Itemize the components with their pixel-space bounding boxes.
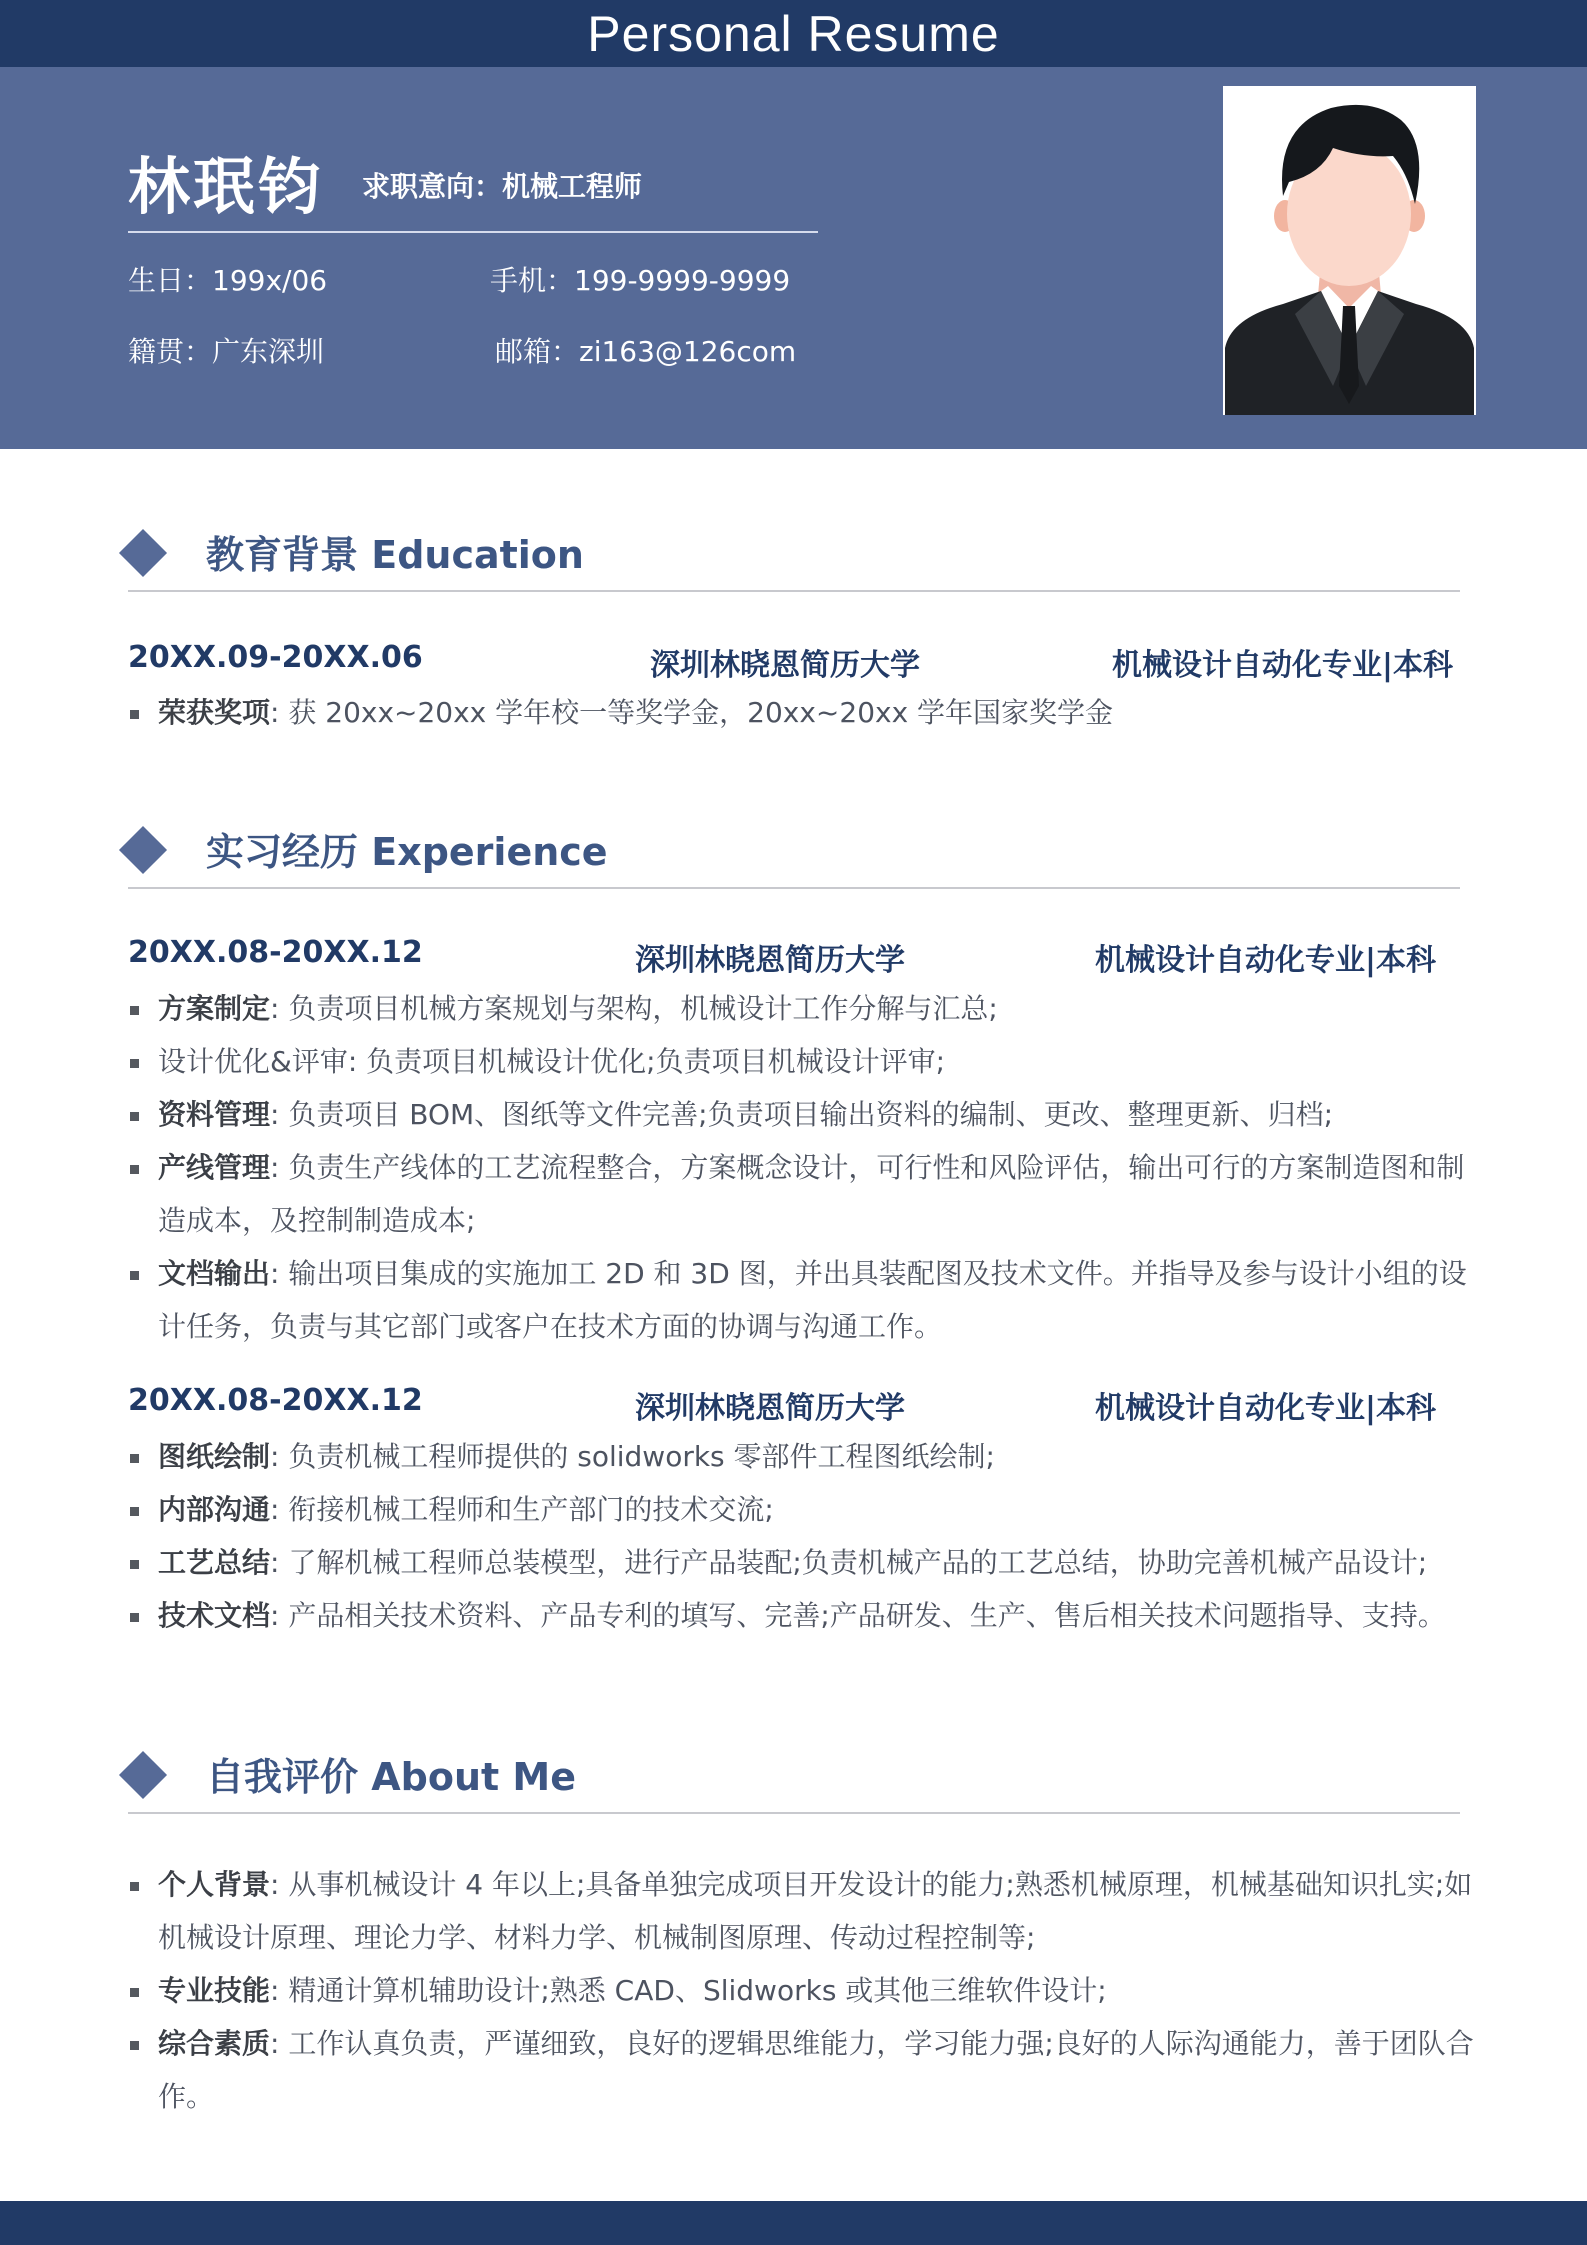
header-divider: [128, 231, 818, 233]
item-text: : 了解机械工程师总装模型，进行产品装配;负责机械产品的工艺总结，协助完善机械产品设计;: [270, 1546, 1428, 1579]
job-duty-list: [128, 982, 1478, 1353]
page-title: Personal Resume: [587, 5, 1000, 62]
about-section-header: [0, 1740, 1587, 1820]
item-key: 产线管理: [158, 1151, 271, 1184]
list-item: [128, 1088, 1478, 1141]
job-intent: 求职意向：机械工程师: [362, 170, 643, 203]
list-item: [128, 1964, 1478, 2017]
about-title: 自我评价 About Me: [206, 1755, 576, 1799]
item-text: : 产品相关技术资料、产品专利的填写、完善;产品研发、生产、售后相关技术问题指导、支持。: [270, 1599, 1446, 1632]
job-date: 20XX.08-20XX.12: [128, 935, 423, 970]
section-divider: [128, 887, 1460, 889]
list-item: [128, 1430, 1478, 1483]
education-section-header: [0, 518, 1587, 598]
item-text: : 衔接机械工程师和生产部门的技术交流;: [270, 1493, 774, 1526]
item-key: 资料管理: [158, 1098, 271, 1131]
item-text: : 负责机械工程师提供的 solidworks 零部件工程图纸绘制;: [270, 1440, 995, 1473]
list-item: [128, 2017, 1478, 2123]
job-duty-list: [128, 1430, 1478, 1642]
list-item: [128, 1858, 1478, 1964]
job-major: 机械设计自动化专业|本科: [1095, 1391, 1436, 1426]
item-key: 方案制定: [158, 992, 271, 1025]
item-key: 技术文档: [158, 1599, 271, 1632]
item-key: 内部沟通: [158, 1493, 271, 1526]
list-item: [128, 1035, 1478, 1088]
list-item: [128, 982, 1478, 1035]
item-text: : 工作认真负责，严谨细致，良好的逻辑思维能力，学习能力强;良好的人际沟通能力，善于团队合作。: [158, 2027, 1474, 2113]
job-entry: [128, 935, 1458, 978]
birthday-info: 生日：199x/06: [128, 264, 328, 297]
list-item: [128, 1141, 1478, 1247]
item-key: 工艺总结: [158, 1546, 271, 1579]
job-entry: [128, 1383, 1458, 1426]
list-item: [128, 1536, 1478, 1589]
item-key: 专业技能: [158, 1974, 271, 2007]
job-company: 深圳林晓恩简历大学: [635, 943, 905, 978]
list-item: [128, 686, 1478, 739]
item-text: : 输出项目集成的实施加工 2D 和 3D 图，并出具装配图及技术文件。并指导及参与设计小组的设计任务，负责与其它部门或客户在技术方面的协调与沟通工作。: [158, 1257, 1467, 1343]
job-major: 机械设计自动化专业|本科: [1095, 943, 1436, 978]
top-banner: [0, 0, 1587, 67]
email-info: 邮箱：zi163@126com: [495, 335, 797, 368]
hometown-info: 籍贯：广东深圳: [128, 335, 325, 368]
education-entry: [128, 640, 1458, 683]
item-text: : 负责项目 BOM、图纸等文件完善;负责项目输出资料的编制、更改、整理更新、归档;: [270, 1098, 1334, 1131]
candidate-name: 林珉钧: [128, 150, 324, 223]
item-key: 荣获奖项: [158, 696, 271, 729]
bottom-banner: [0, 2201, 1587, 2245]
item-text: : 负责生产线体的工艺流程整合，方案概念设计，可行性和风险评估，输出可行的方案制造图和制造成本，及控制制造成本;: [158, 1151, 1465, 1237]
about-list: [128, 1858, 1478, 2123]
diamond-icon: [119, 826, 167, 874]
diamond-icon: [119, 1751, 167, 1799]
education-list: [128, 686, 1478, 739]
education-title: 教育背景 Education: [206, 533, 584, 577]
education-date: 20XX.09-20XX.06: [128, 640, 423, 675]
item-text: 设计优化&评审: 负责项目机械设计优化;负责项目机械设计评审;: [158, 1045, 946, 1078]
experience-section-header: [0, 815, 1587, 895]
item-key: 综合素质: [158, 2027, 271, 2060]
item-text: : 从事机械设计 4 年以上;具备单独完成项目开发设计的能力;熟悉机械原理，机械基础知识扎实;如机械设计原理、理论力学、材料力学、机械制图原理、传动过程控制等;: [158, 1868, 1473, 1954]
item-text: : 获 20xx~20xx 学年校一等奖学金，20xx~20xx 学年国家奖学金: [270, 696, 1114, 729]
item-text: : 精通计算机辅助设计;熟悉 CAD、Slidworks 或其他三维软件设计;: [270, 1974, 1107, 2007]
avatar-illustration-icon: [1223, 86, 1476, 415]
item-text: : 负责项目机械方案规划与架构，机械设计工作分解与汇总;: [270, 992, 998, 1025]
phone-info: 手机：199-9999-9999: [490, 264, 791, 297]
item-key: 图纸绘制: [158, 1440, 271, 1473]
education-major: 机械设计自动化专业|本科: [1112, 648, 1453, 683]
item-key: 个人背景: [158, 1868, 271, 1901]
job-date: 20XX.08-20XX.12: [128, 1383, 423, 1418]
list-item: [128, 1247, 1478, 1353]
item-key: 文档输出: [158, 1257, 271, 1290]
job-company: 深圳林晓恩简历大学: [635, 1391, 905, 1426]
list-item: [128, 1589, 1478, 1642]
experience-title: 实习经历 Experience: [206, 830, 608, 874]
diamond-icon: [119, 529, 167, 577]
avatar-photo: [1223, 86, 1476, 415]
section-divider: [128, 590, 1460, 592]
section-divider: [128, 1812, 1460, 1814]
list-item: [128, 1483, 1478, 1536]
education-school: 深圳林晓恩简历大学: [650, 648, 920, 683]
